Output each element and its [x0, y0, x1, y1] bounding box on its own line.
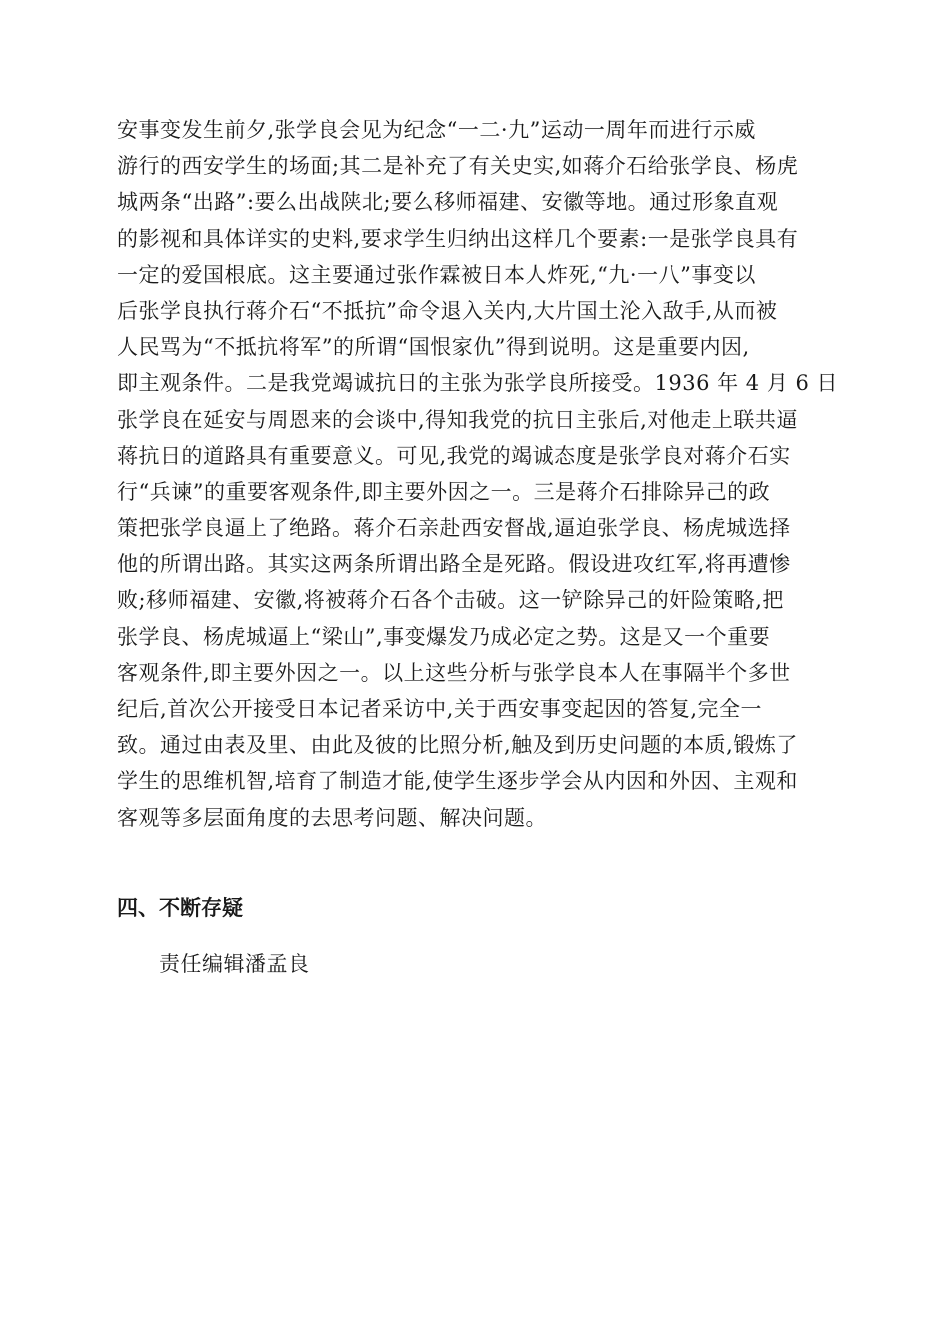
text-line: 城两条“出路”:要么出战陕北;要么移师福建、安徽等地。通过形象直观: [117, 190, 779, 215]
text-line: 学生的思维机智,培育了制造才能,使学生逐步学会从内因和外因、主观和: [117, 769, 798, 794]
text-line: 客观等多层面角度的去思考问题、解决问题。: [117, 805, 547, 830]
editor-credit: 责任编辑潘孟良: [159, 952, 310, 976]
text-line: 即主观条件。二是我党竭诚抗日的主张为张学良所接受。1936 年 4 月 6 日: [117, 371, 839, 396]
text-line: 游行的西安学生的场面;其二是补充了有关史实,如蒋介石给张学良、杨虎: [117, 154, 799, 179]
text-line: 人民骂为“不抵抗将军”的所谓“国恨家仇”得到说明。这是重要内因,: [117, 335, 750, 360]
text-line: 张学良在延安与周恩来的会谈中,得知我党的抗日主张后,对他走上联共逼: [117, 407, 798, 432]
text-line: 纪后,首次公开接受日本记者采访中,关于西安事变起因的答复,完全一: [117, 697, 763, 721]
text-line: 败;移师福建、安徽,将被蒋介石各个击破。这一铲除异己的奸险策略,把: [117, 588, 784, 613]
text-line: 致。通过由表及里、由此及彼的比照分析,触及到历史问题的本质,锻炼了: [117, 733, 798, 758]
body-paragraph: [117, 112, 837, 836]
text-line: 后张学良执行蒋介石“不抵抗”命令退入关内,大片国土沦入敌手,从而被: [117, 298, 778, 323]
text-line: 张学良、杨虎城逼上“梁山”,事变爆发乃成必定之势。这是又一个重要: [117, 624, 771, 649]
text-line: 他的所谓出路。其实这两条所谓出路全是死路。假设进攻红军,将再遭惨: [117, 552, 791, 577]
section-heading: 四、不断存疑: [117, 896, 243, 920]
text-line: 客观条件,即主要外因之一。以上这些分析与张学良本人在事隔半个多世: [117, 660, 791, 685]
text-line: 安事变发生前夕,张学良会见为纪念“一二·九”运动一周年而进行示威: [117, 118, 756, 142]
text-line: 行“兵谏”的重要客观条件,即主要外因之一。三是蒋介石排除异己的政: [117, 479, 771, 504]
text-line: 策把张学良逼上了绝路。蒋介石亲赴西安督战,逼迫张学良、杨虎城选择: [117, 516, 791, 541]
text-line: 一定的爱国根底。这主要通过张作霖被日本人炸死,“九·一八”事变以: [117, 262, 756, 287]
text-line: 蒋抗日的道路具有重要意义。可见,我党的竭诚态度是张学良对蒋介石实: [117, 443, 791, 468]
text-line: 的影视和具体详实的史料,要求学生归纳出这样几个要素:一是张学良具有: [117, 226, 799, 251]
